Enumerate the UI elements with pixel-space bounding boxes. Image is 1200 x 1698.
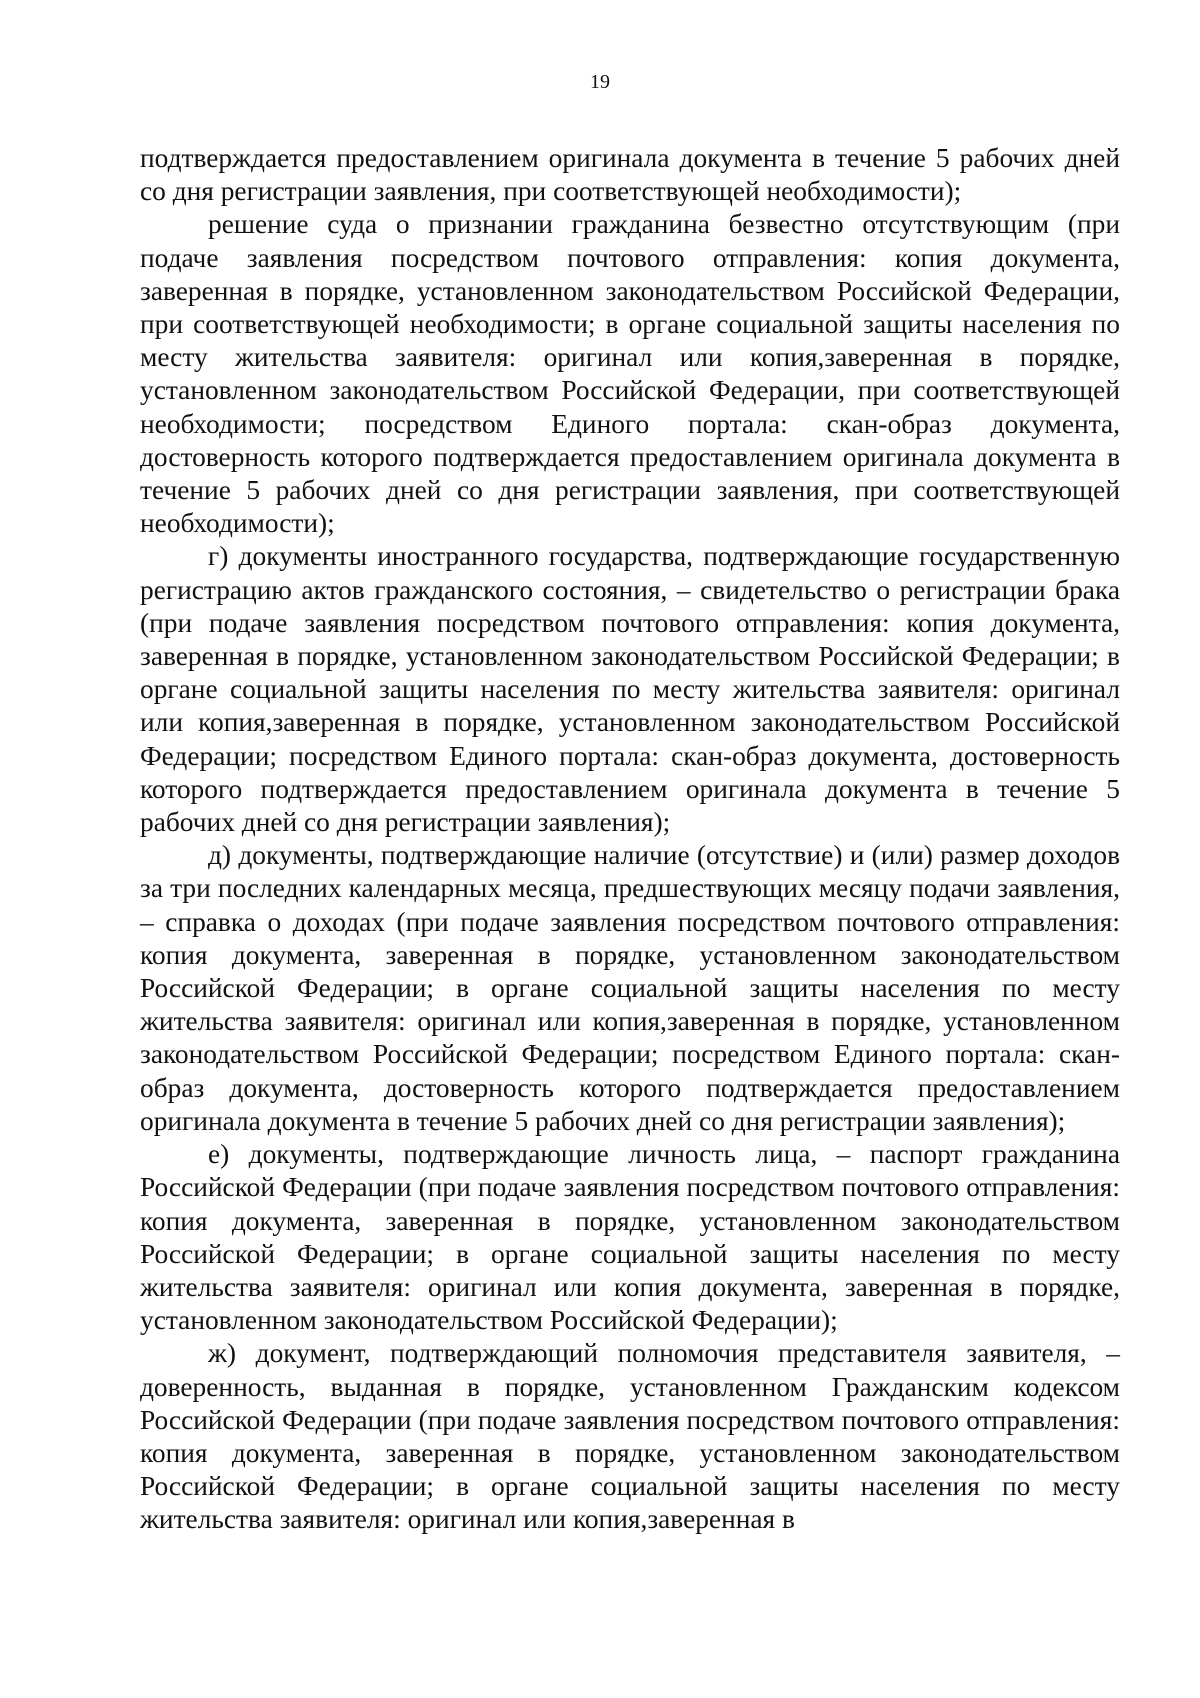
paragraph-continuation: подтверждается предоставлением оригинала документа в течение 5 рабочих дней со дня регистрации заявления, при соответствующей необходимости); [140, 143, 1120, 207]
paragraph-item-g: г) документы иностранного государства, подтверждающие государственную регистрацию актов гражданского состояния, – свидетельство о регистрации брака (при подаче заявления посредством почтового отправления: копия документа, заверенная в порядке, установленном законодательством Российской Федерации; в органе социальной защиты населения по месту жительства заявителя: оригинал или копия,заверенная в порядке, установленном законодательством Российской Федерации; посредством Единого портала: скан-образ документа, достоверность которого подтверждается предоставлением оригинала документа в течение 5 рабочих дней со дня регистрации заявления); [140, 541, 1120, 838]
document-body [140, 142, 1120, 1537]
paragraph-item-e: е) документы, подтверждающие личность лица, – паспорт гражданина Российской Федерации (при подаче заявления посредством почтового отправления: копия документа, заверенная в порядке, установленном законодательством Российской Федерации; в органе социальной защиты населения по месту жительства заявителя: оригинал или копия документа, заверенная в порядке, установленном законодательством Российской Федерации); [140, 1139, 1120, 1336]
page-number: 19 [590, 71, 610, 93]
paragraph-item-zh: ж) документ, подтверждающий полномочия представителя заявителя, – доверенность, выданная в порядке, установленном Гражданским кодексом Российской Федерации (при подаче заявления посредством почтового отправления: копия документа, заверенная в порядке, установленном законодательством Российской Федерации; в органе социальной защиты населения по месту жительства заявителя: оригинал или копия,заверенная в [140, 1338, 1120, 1535]
paragraph-item-d: д) документы, подтверждающие наличие (отсутствие) и (или) размер доходов за три последних календарных месяца, предшествующих месяцу подачи заявления, – справка о доходах (при подаче заявления посредством почтового отправления: копия документа, заверенная в порядке, установленном законодательством Российской Федерации; в органе социальной защиты населения по месту жительства заявителя: оригинал или копия,заверенная в порядке, установленном законодательством Российской Федерации; посредством Единого портала: скан-образ документа, достоверность которого подтверждается предоставлением оригинала документа в течение 5 рабочих дней со дня регистрации заявления); [140, 840, 1120, 1136]
paragraph-court-decision: решение суда о признании гражданина безвестно отсутствующим (при подаче заявления посредством почтового отправления: копия документа, заверенная в порядке, установленном законодательством Российской Федерации, при соответствующей необходимости; в органе социальной защиты населения по месту жительства заявителя: оригинал или копия,заверенная в порядке, установленном законодательством Российской Федерации, при соответствующей необходимости; посредством Единого портала: скан-образ документа, достоверность которого подтверждается предоставлением оригинала документа в течение 5 рабочих дней со дня регистрации заявления, при соответствующей необходимости); [140, 209, 1120, 539]
